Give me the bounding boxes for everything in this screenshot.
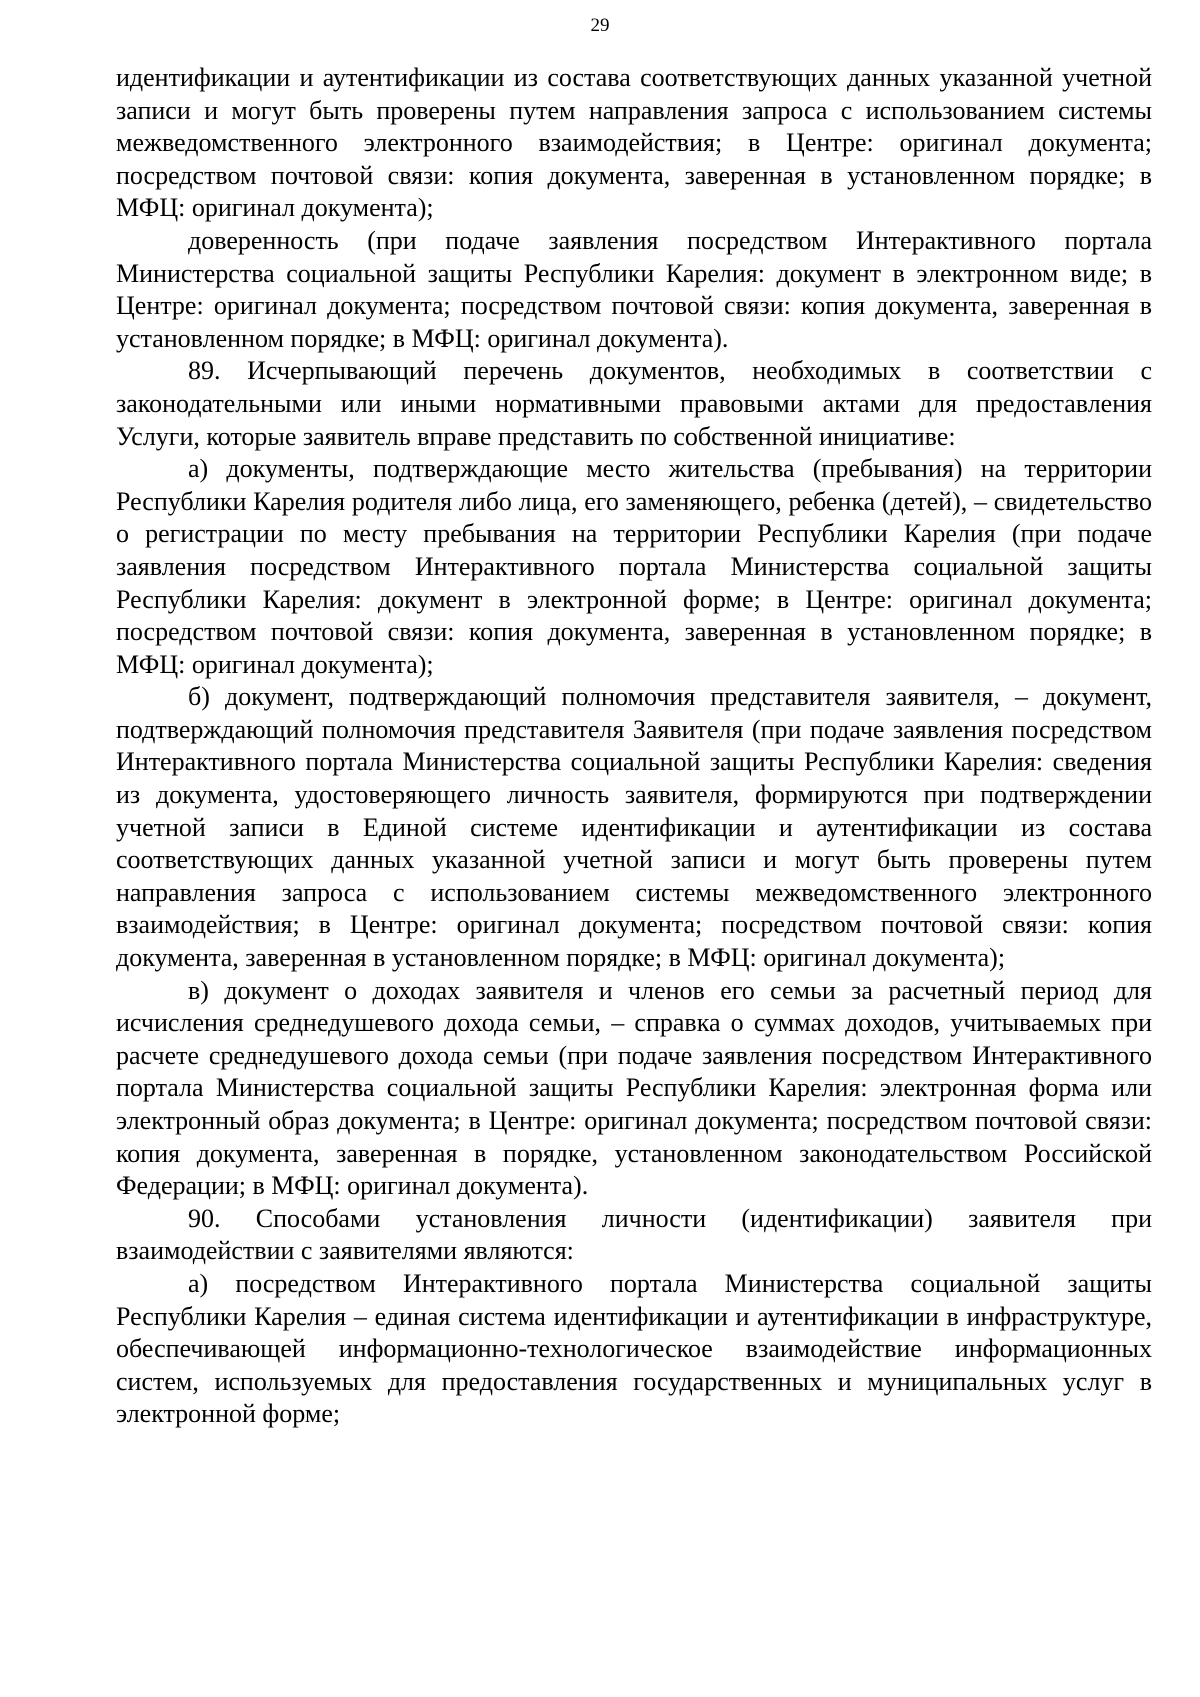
paragraph-89-a: а) документы, подтверждающие место жительства (пребывания) на территории Республики Карелия родителя либо лица, его заменяющего, ребенка (детей), – свидетельство о регистрации по месту пребывания на территории Республики Карелия (при подаче заявления посредством Интерактивного портала Министерства социальной защиты Республики Карелия: документ в электронной форме; в Центре: оригинал документа; посредством почтовой связи: копия документа, заверенная в установленном порядке; в МФЦ: оригинал документа); [116,454,1152,679]
page-number: 29 [590,15,610,36]
paragraph-power-of-attorney: доверенность (при подаче заявления посредством Интерактивного портала Министерства социальной защиты Республики Карелия: документ в электронном виде; в Центре: оригинал документа; посредством почтовой связи: копия документа, заверенная в установленном порядке; в МФЦ: оригинал документа). [116,225,1152,353]
paragraph-90-a: а) посредством Интерактивного портала Министерства социальной защиты Республики Карелия – единая система идентификации и аутентификации в инфраструктуре, обеспечивающей информационно-технологическое взаимодействие информационных систем, используемых для предоставления государственных и муниципальных услуг в электронной форме; [116,1268,1152,1429]
paragraph-89-v: в) документ о доходах заявителя и членов его семьи за расчетный период для исчисления среднедушевого дохода семьи, – справка о суммах доходов, учитываемых при расчете среднедушевого дохода семьи (при подаче заявления посредством Интерактивного портала Министерства социальной защиты Республики Карелия: электронная форма или электронный образ документа; в Центре: оригинал документа; посредством почтовой связи: копия документа, заверенная в порядке, установленном законодательством Российской Федерации; в МФЦ: оригинал документа). [116,975,1152,1201]
paragraph-continuation: идентификации и аутентификации из состава соответствующих данных указанной учетной записи и могут быть проверены путем направления запроса с использованием системы межведомственного электронного взаимодействия; в Центре: оригинал документа; посредством почтовой связи: копия документа, заверенная в установленном порядке; в МФЦ: оригинал документа); [116,63,1152,223]
paragraph-89: 89. Исчерпывающий перечень документов, необходимых в соответствии с законодательными или иными нормативными правовыми актами для предоставления Услуги, которые заявитель вправе представить по собственной инициативе: [116,356,1152,451]
document-body [116,62,1152,1431]
paragraph-90: 90. Способами установления личности (идентификации) заявителя при взаимодействии с заявителями являются: [116,1203,1152,1266]
paragraph-89-b: б) документ, подтверждающий полномочия представителя заявителя, – документ, подтверждающий полномочия представителя Заявителя (при подаче заявления посредством Интерактивного портала Министерства социальной защиты Республики Карелия: сведения из документа, удостоверяющего личность заявителя, формируются при подтверждении учетной записи в Единой системе идентификации и аутентификации из состава соответствующих данных указанной учетной записи и могут быть проверены путем направления запроса с использованием системы межведомственного электронного взаимодействия; в Центре: оригинал документа; посредством почтовой связи: копия документа, заверенная в установленном порядке; в МФЦ: оригинал документа); [116,682,1152,973]
